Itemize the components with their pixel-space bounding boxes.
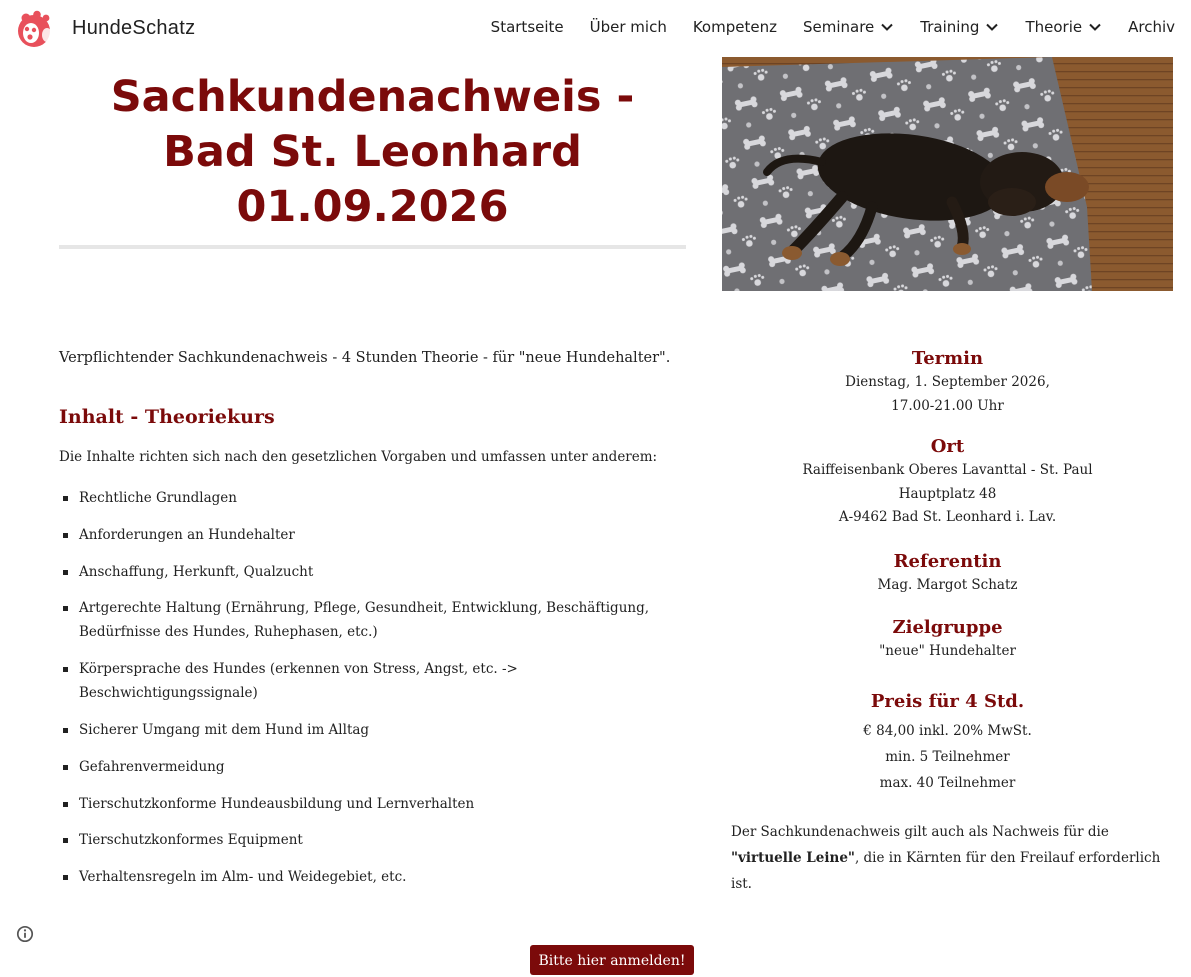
intro-text: Verpflichtender Sachkundenachweis - 4 Stunden Theorie - für "neue Hundehalter". <box>59 350 671 366</box>
note-bold-text: "virtuelle Leine" <box>731 850 855 866</box>
sleeping-dog-image <box>722 57 1173 291</box>
list-item: Körpersprache des Hundes (erkennen von Stress, Angst, etc. -> Beschwichtigungssignale) <box>59 657 699 705</box>
page-title <box>59 70 686 235</box>
nav-item-kompetenz[interactable] <box>693 18 777 36</box>
chevron-down-icon[interactable] <box>1088 20 1102 34</box>
chevron-down-icon[interactable] <box>880 20 894 34</box>
list-item: Tierschutzkonforme Hundeausbildung und Lernverhalten <box>59 792 699 816</box>
nav-item-label: Archiv <box>1128 18 1175 36</box>
event-details <box>722 347 1173 796</box>
page-title-line: Bad St. Leonhard <box>163 127 582 177</box>
main-nav <box>491 18 1175 36</box>
note-text: , die in Kärnten für den Freilauf erforderlich ist. <box>731 850 1161 892</box>
nav-item-training[interactable] <box>920 18 999 36</box>
note-text: Der Sachkundenachweis gilt auch als Nachweis für die <box>731 824 1109 840</box>
page-title-line: 01.09.2026 <box>236 182 509 232</box>
leash-note <box>731 819 1171 897</box>
referentin-name: Mag. Margot Schatz <box>877 576 1018 593</box>
preis-heading: Preis für 4 Std. <box>870 690 1025 712</box>
nav-item-label: Startseite <box>490 18 564 36</box>
nav-item-label: Kompetenz <box>692 18 777 36</box>
chevron-down-icon[interactable] <box>985 20 999 34</box>
ort-line: Raiffeisenbank Oberes Lavanttal - St. Paul <box>802 462 1093 478</box>
list-item: Rechtliche Grundlagen <box>59 486 699 510</box>
nav-item-seminare[interactable] <box>803 18 894 36</box>
nav-item-label: Über mich <box>589 18 667 36</box>
preis-amount: € 84,00 inkl. 20% MwSt. <box>863 722 1032 739</box>
list-item: Artgerechte Haltung (Ernährung, Pflege, Gesundheit, Entwicklung, Beschäftigung, Bedürfnisse des Hundes, Ruhephasen, etc.) <box>59 596 699 644</box>
nav-item-archiv[interactable] <box>1128 18 1175 36</box>
zielgruppe-heading: Zielgruppe <box>892 617 1003 638</box>
topics-list <box>59 486 699 902</box>
ort-line: Hauptplatz 48 <box>898 485 997 502</box>
zielgruppe-text: "neue" Hundehalter <box>879 643 1016 659</box>
section-heading: Inhalt - Theoriekurs <box>59 406 275 428</box>
nav-item-ueber-mich[interactable] <box>590 18 667 36</box>
dog-paw-logo-icon[interactable] <box>16 9 56 49</box>
list-item: Verhaltensregeln im Alm- und Weidegebiet, etc. <box>59 865 699 889</box>
list-item: Tierschutzkonformes Equipment <box>59 828 699 852</box>
ort-line: A-9462 Bad St. Leonhard i. Lav. <box>838 509 1057 525</box>
nav-item-theorie[interactable] <box>1025 18 1102 36</box>
termin-time: 17.00-21.00 Uhr <box>891 397 1004 414</box>
ort-heading: Ort <box>930 436 965 457</box>
puppy-photo <box>722 57 1173 291</box>
termin-date: Dienstag, 1. September 2026, <box>845 374 1050 390</box>
preis-max: max. 40 Teilnehmer <box>879 774 1016 791</box>
referentin-heading: Referentin <box>893 550 1002 572</box>
list-item: Sicherer Umgang mit dem Hund im Alltag <box>59 718 699 742</box>
list-item: Anschaffung, Herkunft, Qualzucht <box>59 560 699 584</box>
nav-item-label: Theorie <box>1025 18 1083 36</box>
list-item: Gefahrenvermeidung <box>59 755 699 779</box>
preis-min: min. 5 Teilnehmer <box>885 748 1010 765</box>
lead-text: Die Inhalte richten sich nach den gesetzlichen Vorgaben und umfassen unter anderem: <box>59 449 658 465</box>
termin-heading: Termin <box>911 348 984 369</box>
nav-item-label: Seminare <box>802 18 875 36</box>
list-item: Anforderungen an Hundehalter <box>59 523 699 547</box>
title-divider <box>59 245 686 249</box>
info-icon[interactable] <box>16 925 34 943</box>
nav-item-label: Training <box>920 18 980 36</box>
site-name[interactable]: HundeSchatz <box>72 17 196 39</box>
site-header <box>0 0 1191 57</box>
register-button[interactable]: Bitte hier anmelden! <box>530 945 694 975</box>
page-title-line: Sachkundenachweis - <box>110 72 635 122</box>
nav-item-startseite[interactable] <box>491 18 564 36</box>
